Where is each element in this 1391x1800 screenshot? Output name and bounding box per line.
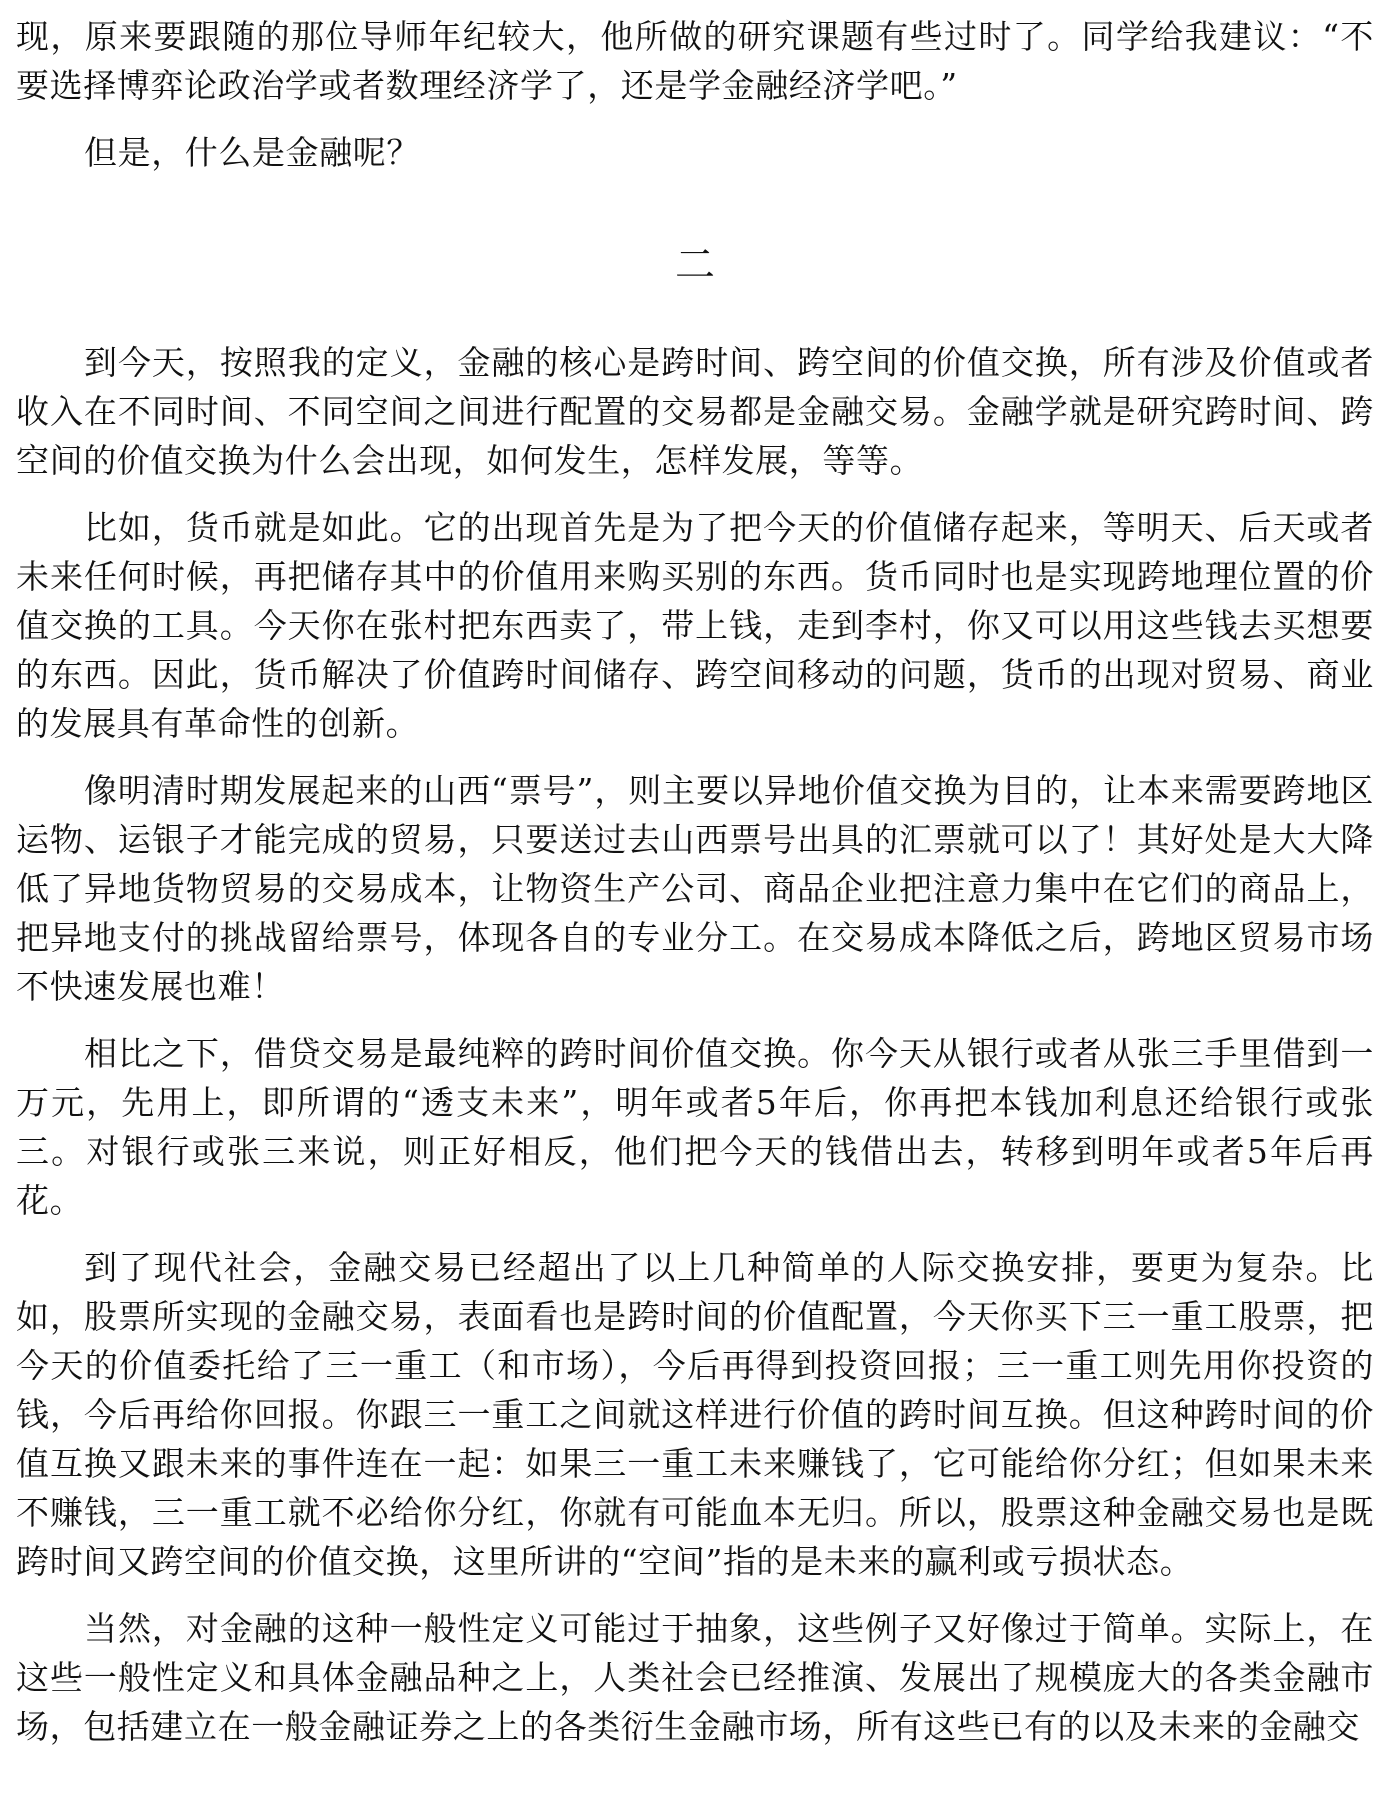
paragraph-definition: 到今天，按照我的定义，金融的核心是跨时间、跨空间的价值交换，所有涉及价值或者收入在不同时间、不同空间之间进行配置的交易都是金融交易。金融学就是研究跨时间、跨空间的价值交换为什么会出现，如何发生，怎样发展，等等。 xyxy=(16,343,1374,480)
paragraph-question: 但是，什么是金融呢？ xyxy=(84,133,420,172)
top-text-block xyxy=(16,12,1374,177)
paragraph-currency: 比如，货币就是如此。它的出现首先是为了把今天的价值储存起来，等明天、后天或者未来任何时候，再把储存其中的价值用来购买别的东西。货币同时也是实现跨地理位置的价值交换的工具。今天你在张村把东西卖了，带上钱，走到李村，你又可以用这些钱去买想要的东西。因此，货币解决了价值跨时间储存、跨空间移动的问题，货币的出现对贸易、商业的发展具有革命性的创新。 xyxy=(16,508,1374,743)
section-heading: 二 xyxy=(675,242,715,288)
paragraph-piaohao: 像明清时期发展起来的山西“票号”，则主要以异地价值交换为目的，让本来需要跨地区运物、运银子才能完成的贸易，只要送过去山西票号出具的汇票就可以了！其好处是大大降低了异地货物贸易的交易成本，让物资生产公司、商品企业把注意力集中在它们的商品上，把异地支付的挑战留给票号，体现各自的专业分工。在交易成本降低之后，跨地区贸易市场不快速发展也难！ xyxy=(16,771,1374,1006)
main-text-block xyxy=(16,338,1374,1751)
paragraph-markets: 当然，对金融的这种一般性定义可能过于抽象，这些例子又好像过于简单。实际上，在这些一般性定义和具体金融品种之上，人类社会已经推演、发展出了规模庞大的各类金融市场，包括建立在一般金融证券之上的各类衍生金融市场，所有这些已有的以及未来的金融交 xyxy=(16,1609,1374,1746)
paragraph-stocks: 到了现代社会，金融交易已经超出了以上几种简单的人际交换安排，要更为复杂。比如，股票所实现的金融交易，表面看也是跨时间的价值配置，今天你买下三一重工股票，把今天的价值委托给了三一重工（和市场），今后再得到投资回报；三一重工则先用你投资的钱，今后再给你回报。你跟三一重工之间就这样进行价值的跨时间互换。但这种跨时间的价值互换又跟未来的事件连在一起：如果三一重工未来赚钱了，它可能给你分红；但如果未来不赚钱，三一重工就不必给你分红，你就有可能血本无归。所以，股票这种金融交易也是既跨时间又跨空间的价值交换，这里所讲的“空间”指的是未来的赢利或亏损状态。 xyxy=(16,1248,1374,1581)
paragraph-continuation: 现，原来要跟随的那位导师年纪较大，他所做的研究课题有些过时了。同学给我建议：“不要选择博弈论政治学或者数理经济学了，还是学金融经济学吧。” xyxy=(16,17,1374,105)
paragraph-lending: 相比之下，借贷交易是最纯粹的跨时间价值交换。你今天从银行或者从张三手里借到一万元，先用上，即所谓的“透支未来”，明年或者5年后，你再把本钱加利息还给银行或张三。对银行或张三来说，则正好相反，他们把今天的钱借出去，转移到明年或者5年后再花。 xyxy=(16,1034,1374,1220)
